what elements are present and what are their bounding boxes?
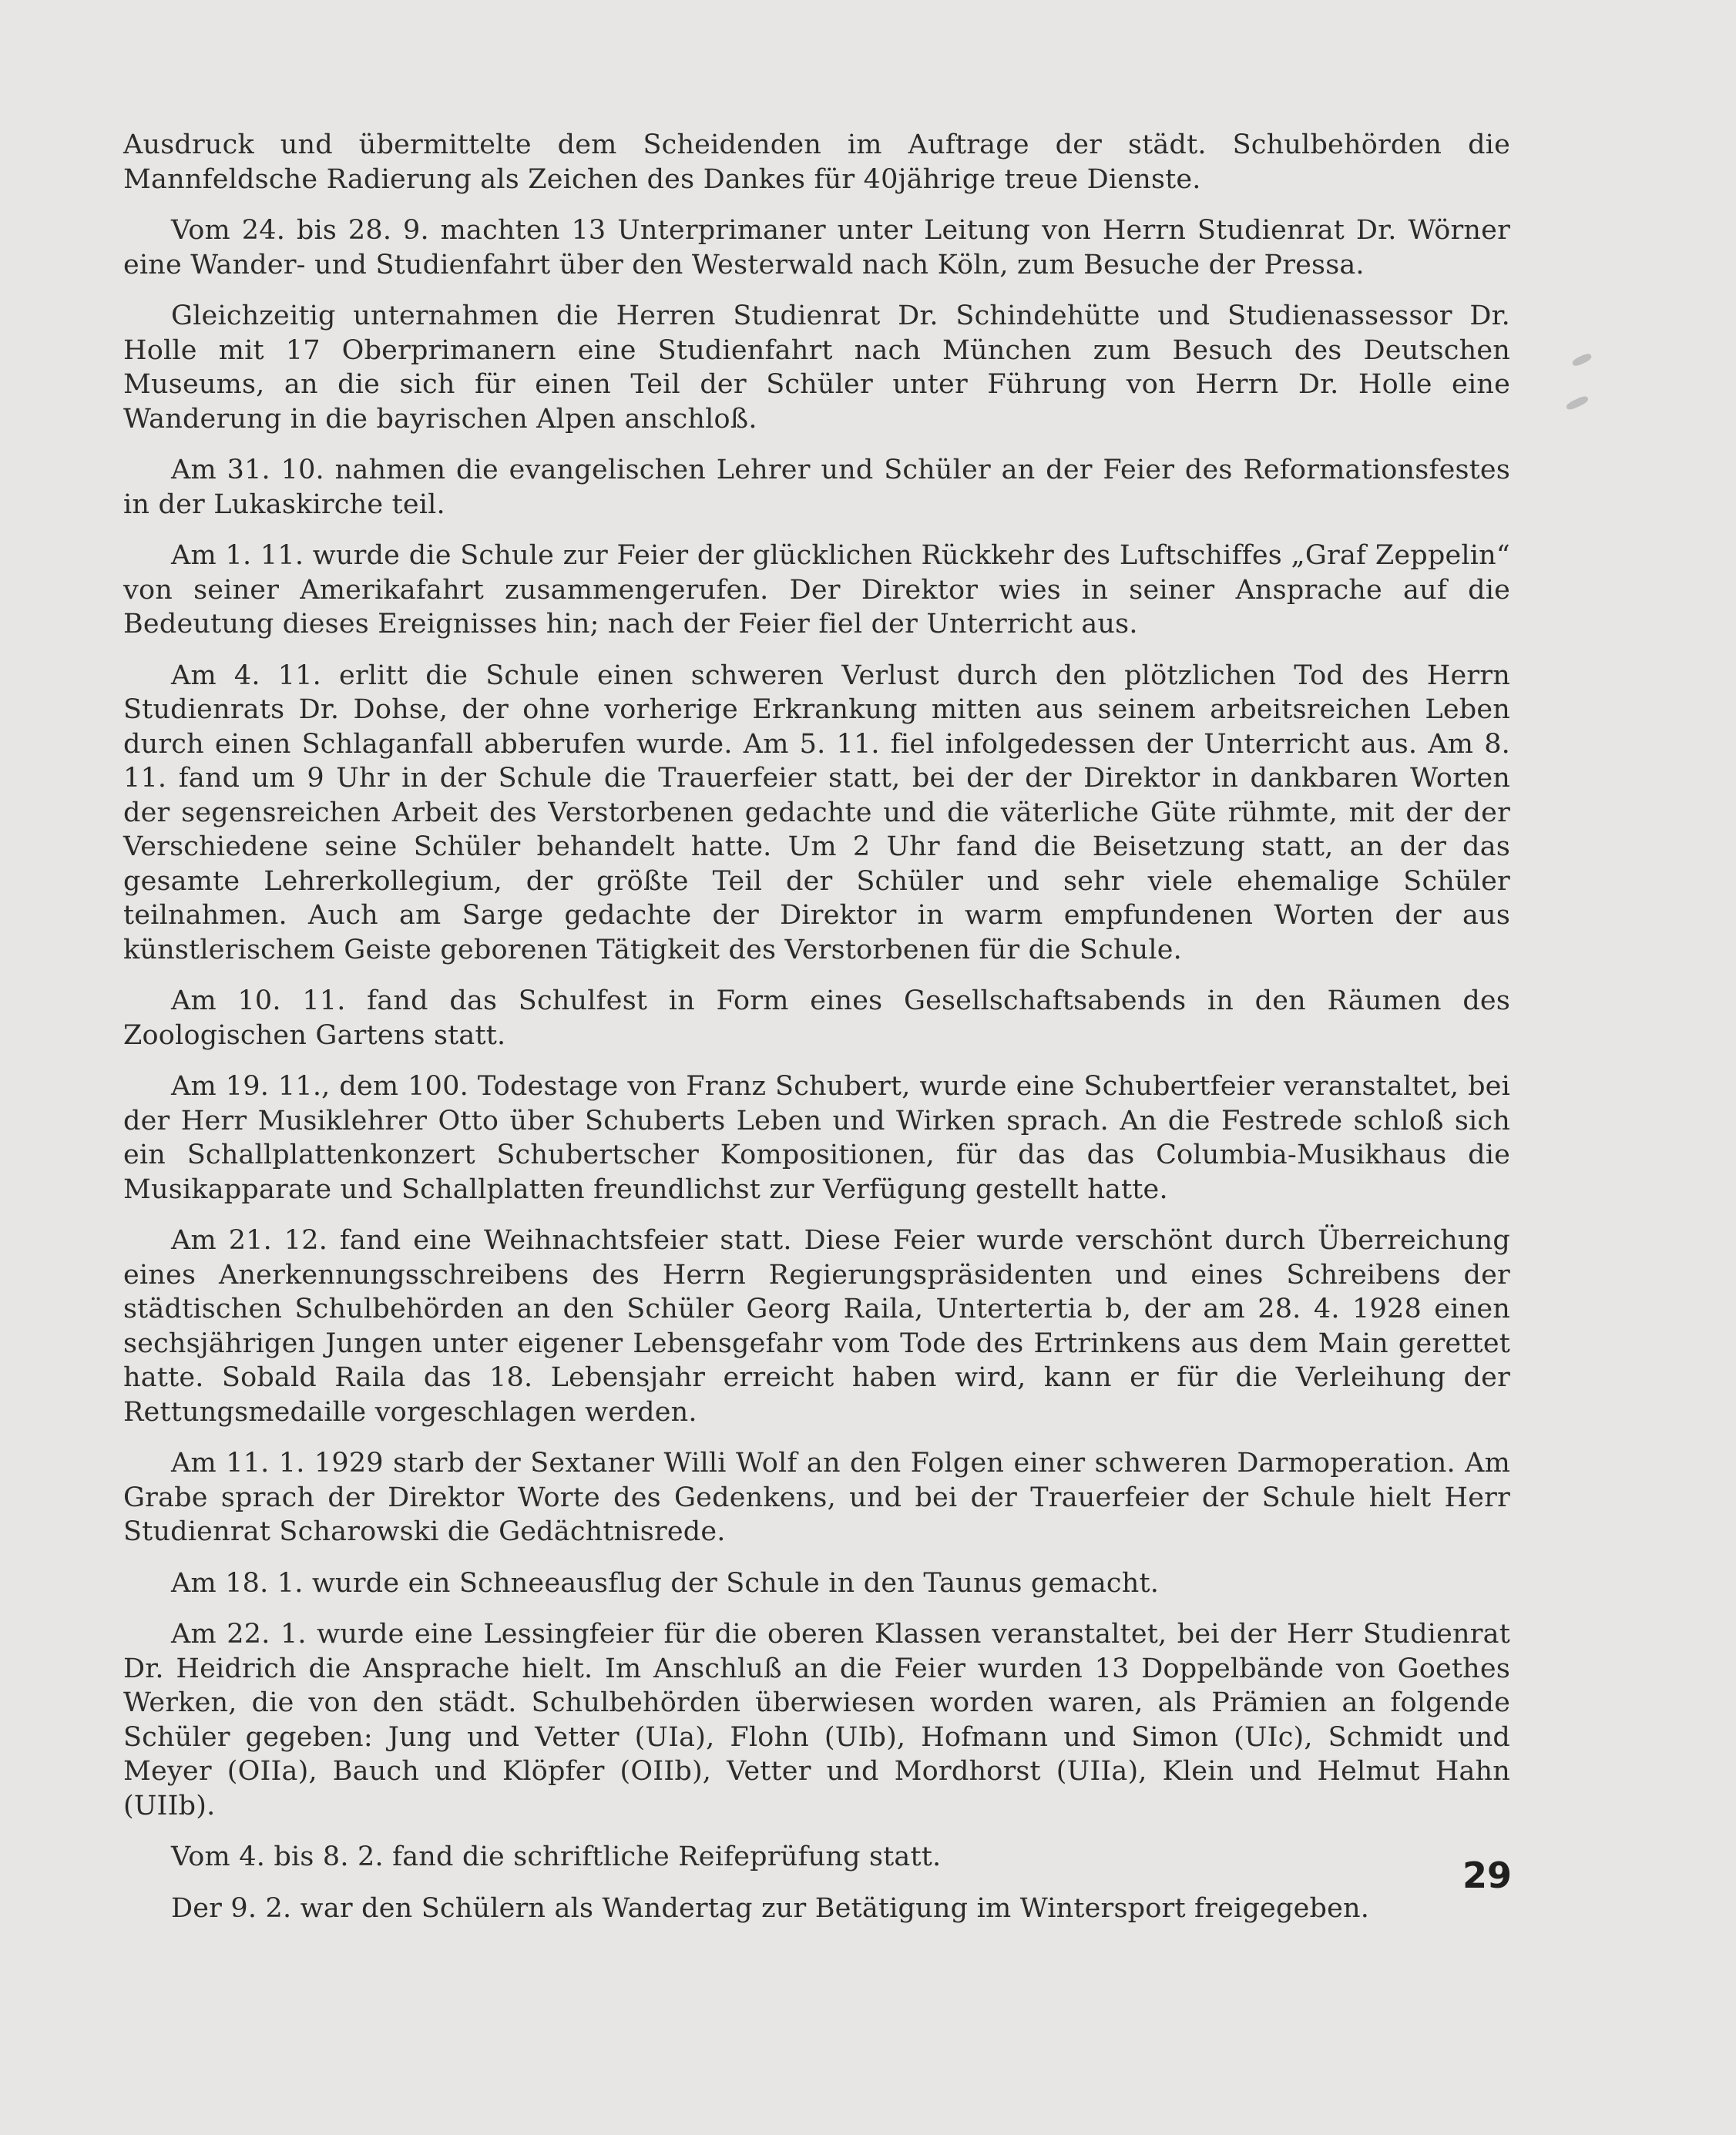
paragraph: Vom 4. bis 8. 2. fand die schriftliche Reifeprüfung statt.	[171, 1841, 942, 1872]
paragraph: Ausdruck und übermittelte dem Scheidenden im Auftrage der städt. Schulbehörden die Mannfeldsche Radierung als Zeichen des Dankes für 40jährige treue Dienste.	[123, 129, 1510, 195]
scan-smudge	[1571, 352, 1593, 368]
body-text	[123, 128, 1510, 1942]
paragraph: Am 11. 1. 1929 starb der Sextaner Willi Wolf an den Folgen einer schweren Darmoperation. Am Grabe sprach der Direktor Worte des Gedenkens, und bei der Trauerfeier der Schule hielt Herr Studienrat Scharowski die Gedächtnisrede.	[123, 1448, 1510, 1547]
paragraph: Am 19. 11., dem 100. Todestage von Franz Schubert, wurde eine Schubertfeier veranstaltet, bei der Herr Musiklehrer Otto über Schuberts Leben und Wirken sprach. An die Festrede schloß sich ein Schallplattenkonzert Schubertscher Kompositionen, für das das Columbia-Musikhaus die Musikapparate und Schallplatten freundlichst zur Verfügung gestellt hatte.	[123, 1071, 1510, 1205]
paragraph: Am 18. 1. wurde ein Schneeausflug der Schule in den Taunus gemacht.	[171, 1567, 1160, 1599]
paragraph: Am 21. 12. fand eine Weihnachtsfeier statt. Diese Feier wurde verschönt durch Überreichung eines Anerkennungsschreibens des Herrn Regierungspräsidenten und eines Schreibens der städtischen Schulbehörden an den Schüler Georg Raila, Untertertia b, der am 28. 4. 1928 einen sechsjährigen Jungen unter eigener Lebensgefahr vom Tode des Ertrinkens aus dem Main gerettet hatte. Sobald Raila das 18. Lebensjahr erreicht haben wird, kann er für die Verleihung der Rettungsmedaille vorgeschlagen werden.	[123, 1225, 1510, 1428]
paragraph: Am 10. 11. fand das Schulfest in Form eines Gesellschaftsabends in den Räumen des Zoologischen Gartens statt.	[123, 985, 1510, 1051]
page-number: 29	[1462, 1855, 1512, 1896]
paragraph: Der 9. 2. war den Schülern als Wandertag zur Betätigung im Wintersport freigegeben.	[171, 1892, 1370, 1924]
paragraph: Am 1. 11. wurde die Schule zur Feier der glücklichen Rückkehr des Luftschiffes „Graf Zeppelin“ von seiner Amerikafahrt zusammengerufen. Der Direktor wies in seiner Ansprache auf die Bedeutung dieses Ereignisses hin; nach der Feier fiel der Unterricht aus.	[123, 540, 1510, 639]
paragraph: Am 22. 1. wurde eine Lessingfeier für die oberen Klassen veranstaltet, bei der Herr Studienrat Dr. Heidrich die Ansprache hielt. Im Anschluß an die Feier wurden 13 Doppelbände von Goethes Werken, die von den städt. Schulbehörden überwiesen worden waren, als Prämien an folgende Schüler gegeben: Jung und Vetter (UIa), Flohn (UIb), Hofmann und Simon (UIc), Schmidt und Meyer (OIIa), Bauch und Klöpfer (OIIb), Vetter und Mordhorst (UIIa), Klein und Helmut Hahn (UIIb).	[123, 1619, 1510, 1821]
scan-smudge	[1565, 394, 1589, 411]
paragraph: Vom 24. bis 28. 9. machten 13 Unterprimaner unter Leitung von Herrn Studienrat Dr. Wörner eine Wander- und Studienfahrt über den Westerwald nach Köln, zum Besuche der Pressa.	[123, 215, 1510, 280]
paragraph: Am 4. 11. erlitt die Schule einen schweren Verlust durch den plötzlichen Tod des Herrn Studienrats Dr. Dohse, der ohne vorherige Erkrankung mitten aus seinem arbeitsreichen Leben durch einen Schlaganfall abberufen wurde. Am 5. 11. fiel infolgedessen der Unterricht aus. Am 8. 11. fand um 9 Uhr in der Schule die Trauerfeier statt, bei der der Direktor in dankbaren Worten der segensreichen Arbeit des Verstorbenen gedachte und die väterliche Güte rühmte, mit der der Verschiedene seine Schüler behandelt hatte. Um 2 Uhr fand die Beisetzung statt, an der das gesamte Lehrerkollegium, der größte Teil der Schüler und sehr viele ehemalige Schüler teilnahmen. Auch am Sarge gedachte der Direktor in warm empfundenen Worten der aus künstlerischem Geiste geborenen Tätigkeit des Verstorbenen für die Schule.	[123, 660, 1510, 965]
paragraph: Am 31. 10. nahmen die evangelischen Lehrer und Schüler an der Feier des Reformationsfestes in der Lukaskirche teil.	[123, 455, 1510, 520]
paragraph: Gleichzeitig unternahmen die Herren Studienrat Dr. Schindehütte und Studienassessor Dr. Holle mit 17 Oberprimanern eine Studienfahrt nach München zum Besuch des Deutschen Museums, an die sich für einen Teil der Schüler unter Führung von Herrn Dr. Holle eine Wanderung in die bayrischen Alpen anschloß.	[123, 300, 1510, 435]
